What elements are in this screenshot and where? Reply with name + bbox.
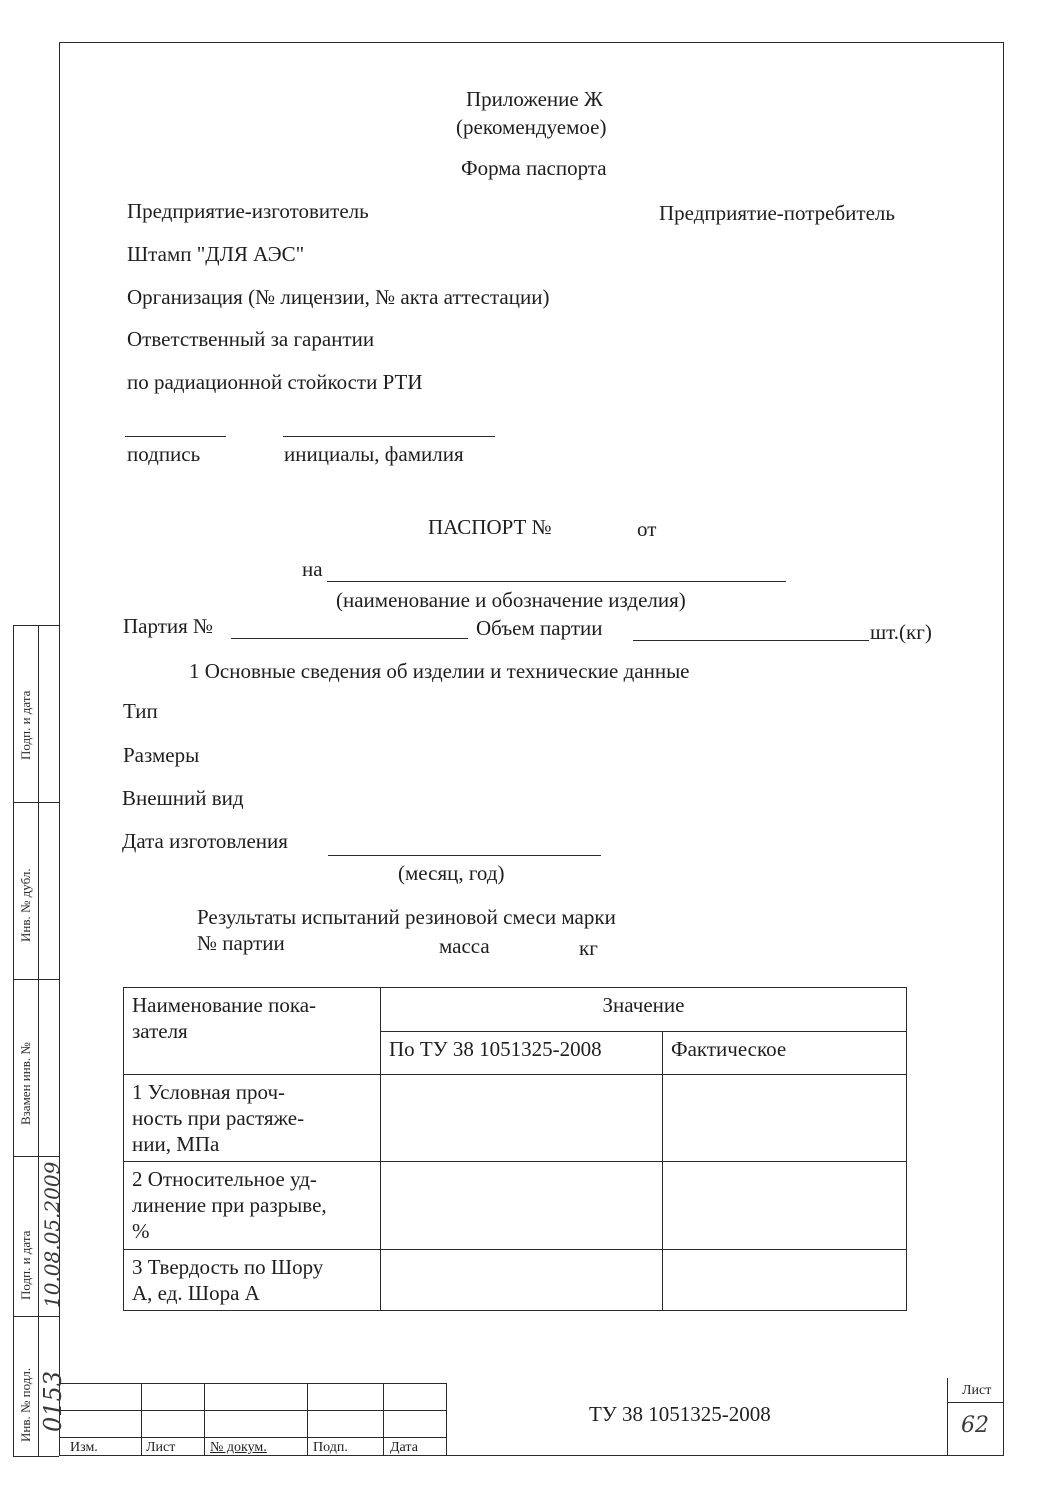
side-podp-data-1: Подп. и дата <box>18 1230 33 1300</box>
tb-sheet-label: Лист <box>962 1383 992 1398</box>
table-header-actual: Фактическое <box>663 1032 907 1075</box>
passport-from: от <box>637 517 657 541</box>
results-heading: Результаты испытаний резиновой смеси марки <box>197 905 616 929</box>
side-date-handwritten: 10.08.05.2009 <box>40 1161 64 1308</box>
batch-line <box>231 638 468 639</box>
product-line <box>327 581 786 582</box>
table-row-actual <box>663 1162 907 1250</box>
table-row <box>124 1250 907 1311</box>
tb-sheet-number: 62 <box>961 1413 989 1438</box>
batch-label: Партия № <box>123 614 214 638</box>
side-podp-data-2: Подп. и дата <box>18 690 33 760</box>
responsible-line-1: Ответственный за гарантии <box>127 327 375 351</box>
side-inv-dubl: Инв. № дубл. <box>18 868 33 942</box>
table-row-actual <box>663 1075 907 1162</box>
initials-line <box>283 436 495 437</box>
tb-data: Дата <box>390 1440 418 1455</box>
initials-caption: инициалы, фамилия <box>284 442 464 466</box>
section1-heading: 1 Основные сведения об изделии и технические данные <box>189 659 690 683</box>
tb-izm: Изм. <box>70 1440 98 1455</box>
month-year-caption: (месяц, год) <box>398 861 505 885</box>
responsible-line-2: по радиационной стойкости РТИ <box>127 370 423 394</box>
volume-unit: шт.(кг) <box>870 620 932 644</box>
side-inv-number-handwritten: 0153 <box>39 1370 67 1432</box>
table-header-value: Значение <box>381 988 907 1032</box>
appearance-label: Внешний вид <box>122 786 244 810</box>
volume-label: Объем партии <box>476 616 603 640</box>
results-kg: кг <box>579 936 598 960</box>
results-mass: масса <box>439 934 490 958</box>
passport-on-label: на <box>302 557 323 581</box>
signature-line <box>125 436 226 437</box>
signature-caption: подпись <box>127 442 201 466</box>
table-header-name: Наименование пока- зателя <box>124 988 381 1075</box>
table-row-name: 1 Условная проч- ность при растяже- нии, МПа <box>124 1075 381 1162</box>
type-label: Тип <box>123 699 158 723</box>
consumer-label: Предприятие-потребитель <box>659 201 895 225</box>
side-vzamen: Взамен инв. № <box>18 1042 33 1125</box>
manufacture-date-label: Дата изготовления <box>122 829 288 853</box>
product-caption: (наименование и обозначение изделия) <box>336 588 686 612</box>
tb-list: Лист <box>146 1440 176 1455</box>
organization-label: Организация (№ лицензии, № акта аттестации) <box>127 285 550 309</box>
form-title: Форма паспорта <box>461 156 607 180</box>
tb-designation: ТУ 38 1051325-2008 <box>589 1402 771 1426</box>
table-row-spec <box>381 1075 663 1162</box>
appendix-recommended: (рекомендуемое) <box>456 115 607 139</box>
table-header-spec: По ТУ 38 1051325-2008 <box>381 1032 663 1075</box>
sizes-label: Размеры <box>123 743 200 767</box>
results-table <box>123 987 907 1311</box>
table-row <box>124 1075 907 1162</box>
manufacturer-label: Предприятие-изготовитель <box>127 199 369 223</box>
appendix-title: Приложение Ж <box>466 87 603 111</box>
tb-doc-no: № докум. <box>210 1440 267 1455</box>
stamp-label: Штамп "ДЛЯ АЭС" <box>127 242 305 266</box>
table-row-spec <box>381 1250 663 1311</box>
side-inv-podl: Инв. № подл. <box>18 1367 33 1442</box>
table-row-spec <box>381 1162 663 1250</box>
table-row-actual <box>663 1250 907 1311</box>
manufacture-date-line <box>328 855 601 856</box>
passport-title: ПАСПОРТ № <box>428 515 552 539</box>
volume-line <box>633 640 869 641</box>
table-row <box>124 1162 907 1250</box>
results-batch: № партии <box>197 931 285 955</box>
table-row-name: 3 Твердость по Шору А, ед. Шора А <box>124 1250 381 1311</box>
table-row-name: 2 Относительное уд- линение при разрыве, % <box>124 1162 381 1250</box>
tb-podp: Подп. <box>313 1440 348 1455</box>
